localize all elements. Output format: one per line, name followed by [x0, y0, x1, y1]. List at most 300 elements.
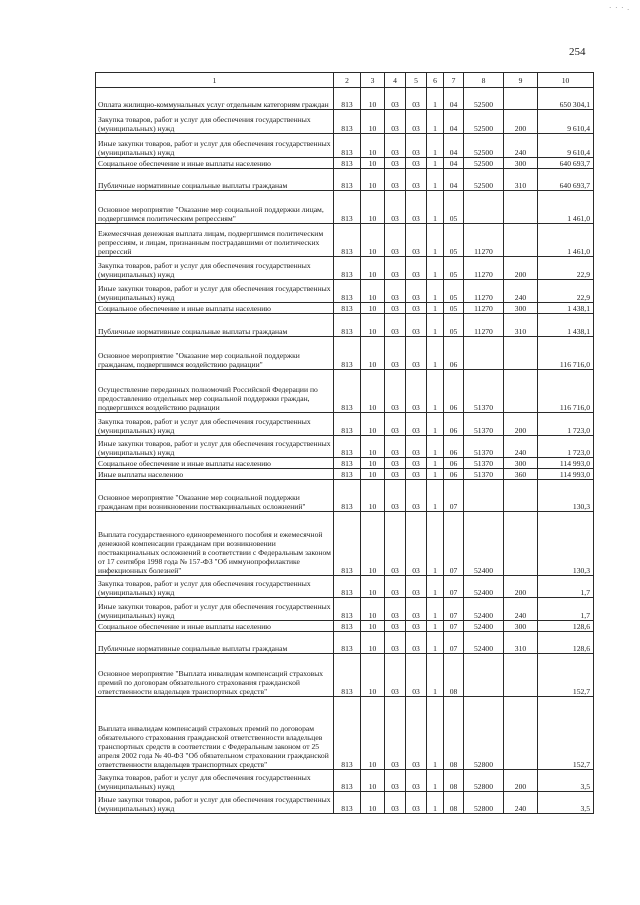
item-name-cell: Закупка товаров, работ и услуг для обеспечения государственных (муниципальных) нужд — [96, 770, 334, 792]
program-code-cell: 03 — [406, 770, 427, 792]
admin-code-cell: 813 — [334, 697, 361, 770]
expense-type-code-cell — [504, 654, 538, 697]
direction-code-cell — [464, 654, 504, 697]
table-row — [96, 224, 594, 257]
activity-code-cell: 06 — [444, 337, 464, 370]
admin-code-cell: 813 — [334, 632, 361, 654]
subsection-code-cell: 03 — [385, 158, 406, 169]
admin-code-cell: 813 — [334, 158, 361, 169]
activity-code-cell: 07 — [444, 480, 464, 512]
subsection-code-cell: 03 — [385, 257, 406, 280]
amount-cell: 22,9 — [538, 257, 594, 280]
item-name-cell: Основное мероприятие "Оказание мер социальной поддержки гражданам при возникновении поствакцинальных осложнений" — [96, 480, 334, 512]
subprogram-code-cell: 1 — [427, 224, 444, 257]
amount-cell: 640 693,7 — [538, 169, 594, 191]
expense-type-code-cell — [504, 337, 538, 370]
admin-code-cell: 813 — [334, 88, 361, 110]
table-row — [96, 413, 594, 436]
subprogram-code-cell: 1 — [427, 370, 444, 413]
direction-code-cell: 52400 — [464, 512, 504, 576]
subsection-code-cell: 03 — [385, 134, 406, 158]
amount-cell: 3,5 — [538, 792, 594, 814]
program-code-cell: 03 — [406, 697, 427, 770]
subprogram-code-cell: 1 — [427, 598, 444, 621]
section-code-cell: 10 — [361, 469, 385, 480]
activity-code-cell: 04 — [444, 88, 464, 110]
direction-code-cell: 52400 — [464, 576, 504, 598]
table-row — [96, 621, 594, 632]
section-code-cell: 10 — [361, 621, 385, 632]
expense-type-code-cell: 200 — [504, 413, 538, 436]
program-code-cell: 03 — [406, 654, 427, 697]
amount-cell: 1 461,0 — [538, 224, 594, 257]
section-code-cell: 10 — [361, 512, 385, 576]
section-code-cell: 10 — [361, 436, 385, 458]
admin-code-cell: 813 — [334, 303, 361, 314]
activity-code-cell: 06 — [444, 413, 464, 436]
program-code-cell: 03 — [406, 436, 427, 458]
section-code-cell: 10 — [361, 792, 385, 814]
section-code-cell: 10 — [361, 169, 385, 191]
table-header-row — [96, 73, 594, 88]
budget-table — [95, 72, 594, 814]
table-row — [96, 697, 594, 770]
program-code-cell: 03 — [406, 224, 427, 257]
amount-cell: 128,6 — [538, 632, 594, 654]
subsection-code-cell: 03 — [385, 512, 406, 576]
item-name-cell: Основное мероприятие "Оказание мер социальной поддержки лицам, подвергшимся политическим репрессиям" — [96, 191, 334, 224]
table-row — [96, 134, 594, 158]
table-row — [96, 257, 594, 280]
table-row — [96, 632, 594, 654]
program-code-cell: 03 — [406, 88, 427, 110]
table-row — [96, 792, 594, 814]
page-number: 254 — [569, 46, 586, 58]
expense-type-code-cell: 300 — [504, 621, 538, 632]
section-code-cell: 10 — [361, 134, 385, 158]
section-code-cell: 10 — [361, 480, 385, 512]
program-code-cell: 03 — [406, 792, 427, 814]
activity-code-cell: 05 — [444, 314, 464, 337]
expense-type-code-cell: 300 — [504, 158, 538, 169]
section-code-cell: 10 — [361, 598, 385, 621]
expense-type-code-cell: 200 — [504, 110, 538, 134]
activity-code-cell: 07 — [444, 576, 464, 598]
direction-code-cell: 11270 — [464, 314, 504, 337]
subprogram-code-cell: 1 — [427, 314, 444, 337]
table-row — [96, 158, 594, 169]
admin-code-cell: 813 — [334, 458, 361, 469]
section-code-cell: 10 — [361, 337, 385, 370]
direction-code-cell: 52400 — [464, 598, 504, 621]
item-name-cell: Закупка товаров, работ и услуг для обеспечения государственных (муниципальных) нужд — [96, 576, 334, 598]
table-row — [96, 303, 594, 314]
table-row — [96, 88, 594, 110]
program-code-cell: 03 — [406, 480, 427, 512]
amount-cell: 1 723,0 — [538, 436, 594, 458]
subprogram-code-cell: 1 — [427, 134, 444, 158]
subprogram-code-cell: 1 — [427, 436, 444, 458]
expense-type-code-cell — [504, 191, 538, 224]
direction-code-cell: 51370 — [464, 436, 504, 458]
direction-code-cell — [464, 480, 504, 512]
admin-code-cell: 813 — [334, 191, 361, 224]
program-code-cell: 03 — [406, 632, 427, 654]
admin-code-cell: 813 — [334, 110, 361, 134]
activity-code-cell: 06 — [444, 436, 464, 458]
expense-type-code-cell — [504, 224, 538, 257]
subsection-code-cell: 03 — [385, 576, 406, 598]
admin-code-cell: 813 — [334, 654, 361, 697]
section-code-cell: 10 — [361, 458, 385, 469]
expense-type-code-cell: 360 — [504, 469, 538, 480]
admin-code-cell: 813 — [334, 512, 361, 576]
table-row — [96, 370, 594, 413]
section-code-cell: 10 — [361, 280, 385, 303]
admin-code-cell: 813 — [334, 337, 361, 370]
amount-cell: 1 461,0 — [538, 191, 594, 224]
admin-code-cell: 813 — [334, 169, 361, 191]
subsection-code-cell: 03 — [385, 654, 406, 697]
subprogram-code-cell: 1 — [427, 280, 444, 303]
amount-cell: 130,3 — [538, 512, 594, 576]
subprogram-code-cell: 1 — [427, 770, 444, 792]
table-row — [96, 480, 594, 512]
expense-type-code-cell — [504, 480, 538, 512]
subsection-code-cell: 03 — [385, 458, 406, 469]
expense-type-code-cell: 240 — [504, 134, 538, 158]
amount-cell: 152,7 — [538, 654, 594, 697]
subprogram-code-cell: 1 — [427, 169, 444, 191]
table-row — [96, 191, 594, 224]
table-row — [96, 314, 594, 337]
activity-code-cell: 06 — [444, 370, 464, 413]
direction-code-cell: 11270 — [464, 280, 504, 303]
section-code-cell: 10 — [361, 370, 385, 413]
amount-cell: 640 693,7 — [538, 158, 594, 169]
activity-code-cell: 05 — [444, 303, 464, 314]
direction-code-cell: 52500 — [464, 158, 504, 169]
expense-type-code-cell — [504, 512, 538, 576]
expense-type-code-cell: 240 — [504, 436, 538, 458]
section-code-cell: 10 — [361, 413, 385, 436]
expense-type-code-cell — [504, 697, 538, 770]
admin-code-cell: 813 — [334, 621, 361, 632]
subsection-code-cell: 03 — [385, 303, 406, 314]
item-name-cell: Осуществление переданных полномочий Российской Федерации по предоставлению отдельных мер социальной поддержки граждан, подвергшихся воздействию радиации — [96, 370, 334, 413]
expense-type-code-cell: 310 — [504, 632, 538, 654]
subsection-code-cell: 03 — [385, 632, 406, 654]
item-name-cell: Социальное обеспечение и иные выплаты населению — [96, 621, 334, 632]
subsection-code-cell: 03 — [385, 169, 406, 191]
section-code-cell: 10 — [361, 88, 385, 110]
direction-code-cell: 52800 — [464, 792, 504, 814]
subsection-code-cell: 03 — [385, 621, 406, 632]
item-name-cell: Выплата государственного единовременного пособия и ежемесячной денежной компенсации гражданам при возникновении поствакцинальных осложнений в соответствии с Федеральным законом от 17 сентября 1998 года № 157-ФЗ "Об иммунопрофилактике инфекционных болезней" — [96, 512, 334, 576]
item-name-cell: Закупка товаров, работ и услуг для обеспечения государственных (муниципальных) нужд — [96, 110, 334, 134]
admin-code-cell: 813 — [334, 257, 361, 280]
section-code-cell: 10 — [361, 191, 385, 224]
amount-cell: 116 716,0 — [538, 370, 594, 413]
activity-code-cell: 06 — [444, 458, 464, 469]
activity-code-cell: 06 — [444, 469, 464, 480]
amount-cell: 130,3 — [538, 480, 594, 512]
activity-code-cell: 08 — [444, 697, 464, 770]
section-code-cell: 10 — [361, 632, 385, 654]
subsection-code-cell: 03 — [385, 413, 406, 436]
direction-code-cell: 52400 — [464, 621, 504, 632]
program-code-cell: 03 — [406, 458, 427, 469]
subsection-code-cell: 03 — [385, 110, 406, 134]
table-row — [96, 654, 594, 697]
subsection-code-cell: 03 — [385, 770, 406, 792]
item-name-cell: Социальное обеспечение и иные выплаты населению — [96, 158, 334, 169]
program-code-cell: 03 — [406, 576, 427, 598]
subsection-code-cell: 03 — [385, 88, 406, 110]
subprogram-code-cell: 1 — [427, 512, 444, 576]
subprogram-code-cell: 1 — [427, 792, 444, 814]
header-cell: 6 — [427, 73, 444, 88]
direction-code-cell: 11270 — [464, 224, 504, 257]
table-row — [96, 110, 594, 134]
amount-cell: 1,7 — [538, 598, 594, 621]
amount-cell: 22,9 — [538, 280, 594, 303]
header-cell: 7 — [444, 73, 464, 88]
subprogram-code-cell: 1 — [427, 632, 444, 654]
admin-code-cell: 813 — [334, 280, 361, 303]
table-row — [96, 512, 594, 576]
program-code-cell: 03 — [406, 598, 427, 621]
subsection-code-cell: 03 — [385, 314, 406, 337]
item-name-cell: Иные закупки товаров, работ и услуг для обеспечения государственных (муниципальных) нужд — [96, 598, 334, 621]
subprogram-code-cell: 1 — [427, 413, 444, 436]
amount-cell: 1 723,0 — [538, 413, 594, 436]
admin-code-cell: 813 — [334, 436, 361, 458]
header-cell: 3 — [361, 73, 385, 88]
subsection-code-cell: 03 — [385, 792, 406, 814]
subprogram-code-cell: 1 — [427, 480, 444, 512]
direction-code-cell: 52500 — [464, 134, 504, 158]
direction-code-cell: 52800 — [464, 697, 504, 770]
table-row — [96, 169, 594, 191]
item-name-cell: Публичные нормативные социальные выплаты гражданам — [96, 314, 334, 337]
program-code-cell: 03 — [406, 314, 427, 337]
item-name-cell: Закупка товаров, работ и услуг для обеспечения государственных (муниципальных) нужд — [96, 413, 334, 436]
section-code-cell: 10 — [361, 697, 385, 770]
subsection-code-cell: 03 — [385, 598, 406, 621]
direction-code-cell: 52500 — [464, 110, 504, 134]
subsection-code-cell: 03 — [385, 191, 406, 224]
table-row — [96, 770, 594, 792]
expense-type-code-cell: 200 — [504, 576, 538, 598]
expense-type-code-cell: 240 — [504, 280, 538, 303]
amount-cell: 1 438,1 — [538, 314, 594, 337]
subprogram-code-cell: 1 — [427, 576, 444, 598]
expense-type-code-cell: 240 — [504, 598, 538, 621]
section-code-cell: 10 — [361, 110, 385, 134]
amount-cell: 9 610,4 — [538, 110, 594, 134]
direction-code-cell: 52500 — [464, 88, 504, 110]
subsection-code-cell: 03 — [385, 370, 406, 413]
item-name-cell: Основное мероприятие "Выплата инвалидам компенсаций страховых премий по договорам обязательного страхования гражданской ответственности владельцев транспортных средств" — [96, 654, 334, 697]
activity-code-cell: 04 — [444, 134, 464, 158]
corner-mark: · · · . — [609, 4, 630, 12]
item-name-cell: Иные закупки товаров, работ и услуг для обеспечения государственных (муниципальных) нужд — [96, 134, 334, 158]
program-code-cell: 03 — [406, 169, 427, 191]
program-code-cell: 03 — [406, 303, 427, 314]
program-code-cell: 03 — [406, 337, 427, 370]
table-row — [96, 280, 594, 303]
header-cell: 2 — [334, 73, 361, 88]
amount-cell: 114 993,0 — [538, 458, 594, 469]
header-cell: 5 — [406, 73, 427, 88]
direction-code-cell — [464, 337, 504, 370]
expense-type-code-cell: 310 — [504, 314, 538, 337]
subprogram-code-cell: 1 — [427, 621, 444, 632]
direction-code-cell — [464, 191, 504, 224]
admin-code-cell: 813 — [334, 770, 361, 792]
item-name-cell: Закупка товаров, работ и услуг для обеспечения государственных (муниципальных) нужд — [96, 257, 334, 280]
program-code-cell: 03 — [406, 370, 427, 413]
subprogram-code-cell: 1 — [427, 469, 444, 480]
admin-code-cell: 813 — [334, 576, 361, 598]
item-name-cell: Социальное обеспечение и иные выплаты населению — [96, 458, 334, 469]
subsection-code-cell: 03 — [385, 224, 406, 257]
direction-code-cell: 51370 — [464, 413, 504, 436]
admin-code-cell: 813 — [334, 134, 361, 158]
table-row — [96, 458, 594, 469]
expense-type-code-cell: 300 — [504, 303, 538, 314]
admin-code-cell: 813 — [334, 792, 361, 814]
amount-cell: 1 438,1 — [538, 303, 594, 314]
amount-cell: 3,5 — [538, 770, 594, 792]
amount-cell: 9 610,4 — [538, 134, 594, 158]
amount-cell: 116 716,0 — [538, 337, 594, 370]
subprogram-code-cell: 1 — [427, 654, 444, 697]
item-name-cell: Оплата жилищно-коммунальных услуг отдельным категориям граждан — [96, 88, 334, 110]
section-code-cell: 10 — [361, 770, 385, 792]
item-name-cell: Публичные нормативные социальные выплаты гражданам — [96, 169, 334, 191]
header-cell: 4 — [385, 73, 406, 88]
program-code-cell: 03 — [406, 413, 427, 436]
table-row — [96, 469, 594, 480]
subprogram-code-cell: 1 — [427, 158, 444, 169]
subprogram-code-cell: 1 — [427, 303, 444, 314]
program-code-cell: 03 — [406, 134, 427, 158]
header-cell: 8 — [464, 73, 504, 88]
amount-cell: 1,7 — [538, 576, 594, 598]
section-code-cell: 10 — [361, 576, 385, 598]
table-row — [96, 576, 594, 598]
expense-type-code-cell: 310 — [504, 169, 538, 191]
item-name-cell: Иные закупки товаров, работ и услуг для обеспечения государственных (муниципальных) нужд — [96, 280, 334, 303]
section-code-cell: 10 — [361, 654, 385, 697]
header-cell: 10 — [538, 73, 594, 88]
section-code-cell: 10 — [361, 224, 385, 257]
activity-code-cell: 07 — [444, 621, 464, 632]
expense-type-code-cell: 300 — [504, 458, 538, 469]
section-code-cell: 10 — [361, 314, 385, 337]
direction-code-cell: 11270 — [464, 257, 504, 280]
subsection-code-cell: 03 — [385, 337, 406, 370]
admin-code-cell: 813 — [334, 224, 361, 257]
subsection-code-cell: 03 — [385, 436, 406, 458]
activity-code-cell: 05 — [444, 280, 464, 303]
subprogram-code-cell: 1 — [427, 88, 444, 110]
subprogram-code-cell: 1 — [427, 458, 444, 469]
amount-cell: 114 993,0 — [538, 469, 594, 480]
amount-cell: 128,6 — [538, 621, 594, 632]
activity-code-cell: 04 — [444, 169, 464, 191]
program-code-cell: 03 — [406, 512, 427, 576]
expense-type-code-cell: 240 — [504, 792, 538, 814]
activity-code-cell: 07 — [444, 598, 464, 621]
item-name-cell: Ежемесячная денежная выплата лицам, подвергшимся политическим репрессиям, и лицам, признанным пострадавшими от политических репрессий — [96, 224, 334, 257]
activity-code-cell: 05 — [444, 224, 464, 257]
subprogram-code-cell: 1 — [427, 337, 444, 370]
subprogram-code-cell: 1 — [427, 110, 444, 134]
direction-code-cell: 51370 — [464, 458, 504, 469]
item-name-cell: Основное мероприятие "Оказание мер социальной поддержки гражданам, подвергшимся воздействию радиации" — [96, 337, 334, 370]
subsection-code-cell: 03 — [385, 280, 406, 303]
expense-type-code-cell — [504, 370, 538, 413]
expense-type-code-cell: 200 — [504, 770, 538, 792]
subprogram-code-cell: 1 — [427, 191, 444, 224]
table-row — [96, 436, 594, 458]
program-code-cell: 03 — [406, 469, 427, 480]
program-code-cell: 03 — [406, 621, 427, 632]
expense-type-code-cell: 200 — [504, 257, 538, 280]
direction-code-cell: 11270 — [464, 303, 504, 314]
subsection-code-cell: 03 — [385, 697, 406, 770]
activity-code-cell: 07 — [444, 512, 464, 576]
expense-type-code-cell — [504, 88, 538, 110]
section-code-cell: 10 — [361, 257, 385, 280]
header-cell: 9 — [504, 73, 538, 88]
admin-code-cell: 813 — [334, 469, 361, 480]
admin-code-cell: 813 — [334, 598, 361, 621]
section-code-cell: 10 — [361, 158, 385, 169]
section-code-cell: 10 — [361, 303, 385, 314]
amount-cell: 152,7 — [538, 697, 594, 770]
item-name-cell: Иные выплаты населению — [96, 469, 334, 480]
activity-code-cell: 08 — [444, 654, 464, 697]
direction-code-cell: 52500 — [464, 169, 504, 191]
direction-code-cell: 52400 — [464, 632, 504, 654]
activity-code-cell: 05 — [444, 257, 464, 280]
admin-code-cell: 813 — [334, 370, 361, 413]
activity-code-cell: 07 — [444, 632, 464, 654]
subsection-code-cell: 03 — [385, 480, 406, 512]
program-code-cell: 03 — [406, 110, 427, 134]
admin-code-cell: 813 — [334, 480, 361, 512]
item-name-cell: Публичные нормативные социальные выплаты гражданам — [96, 632, 334, 654]
program-code-cell: 03 — [406, 158, 427, 169]
direction-code-cell: 51370 — [464, 469, 504, 480]
admin-code-cell: 813 — [334, 413, 361, 436]
program-code-cell: 03 — [406, 257, 427, 280]
activity-code-cell: 08 — [444, 792, 464, 814]
program-code-cell: 03 — [406, 280, 427, 303]
item-name-cell: Иные закупки товаров, работ и услуг для обеспечения государственных (муниципальных) нужд — [96, 436, 334, 458]
table-row — [96, 337, 594, 370]
table-row — [96, 598, 594, 621]
admin-code-cell: 813 — [334, 314, 361, 337]
item-name-cell: Социальное обеспечение и иные выплаты населению — [96, 303, 334, 314]
table-body — [96, 88, 594, 814]
amount-cell: 650 304,1 — [538, 88, 594, 110]
subsection-code-cell: 03 — [385, 469, 406, 480]
